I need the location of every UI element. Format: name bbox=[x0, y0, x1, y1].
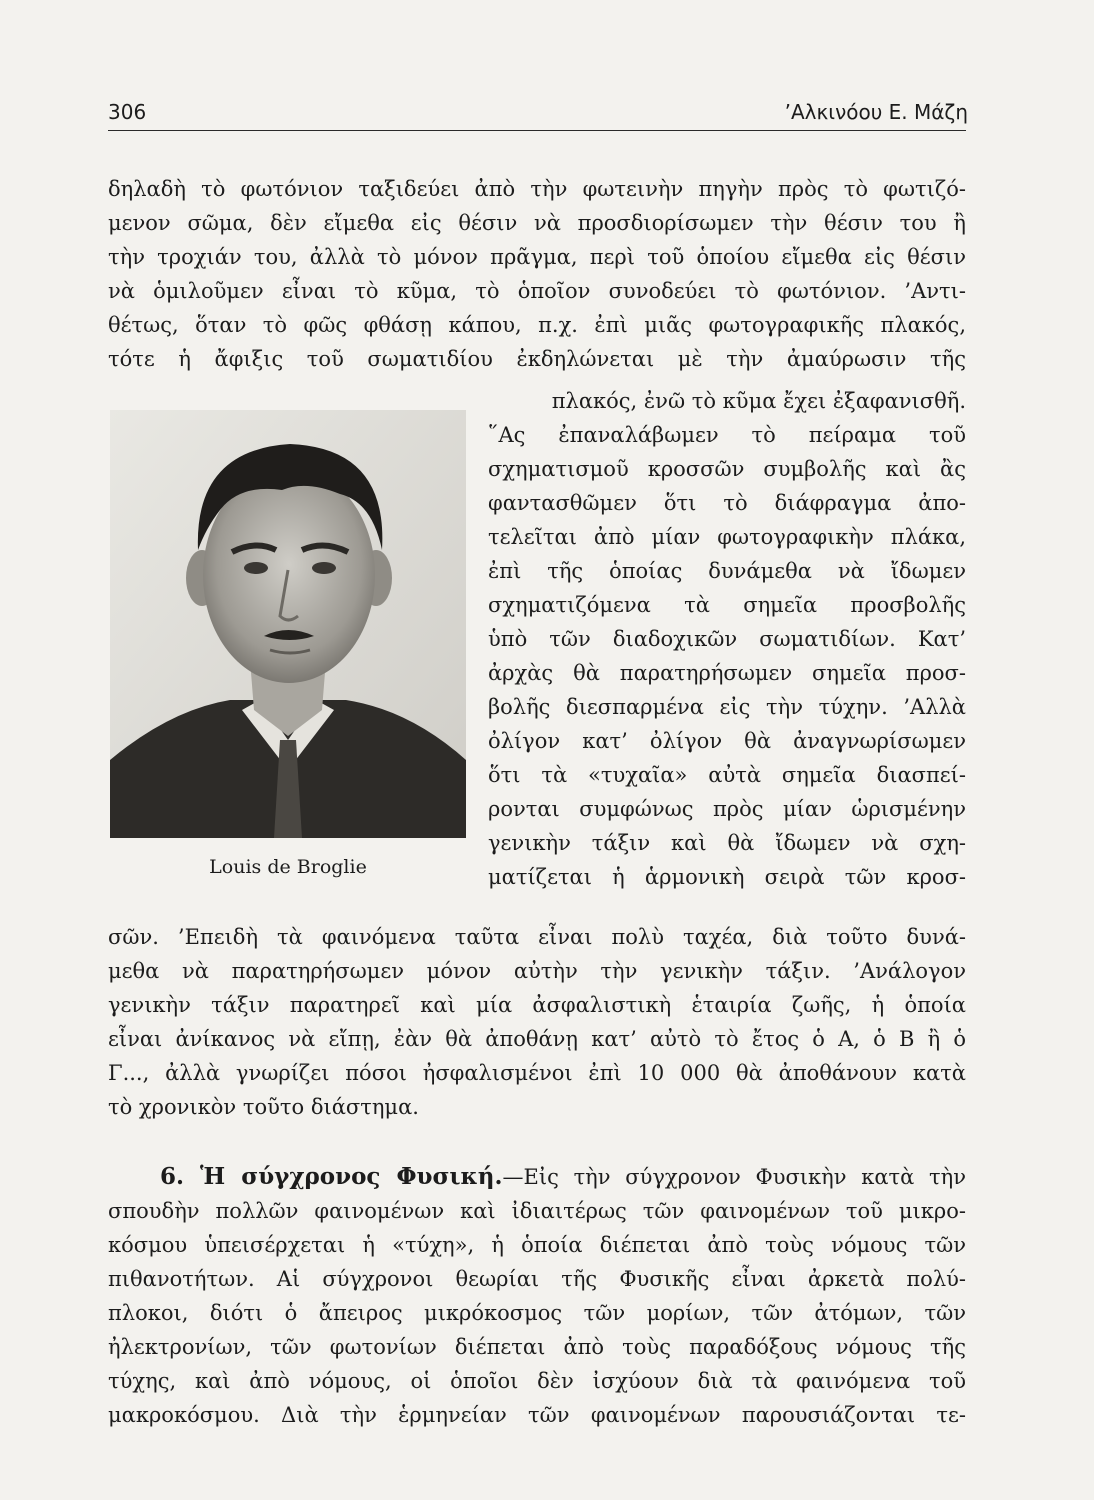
body-line: τὴν τροχιάν του, ἀλλὰ τὸ μόνον πρᾶγμα, περὶ τοῦ ὁποίου εἴμεθα εἰς θέσιν bbox=[108, 245, 966, 269]
section-heading: 6. Ἡ σύγχρονος Φυσική. bbox=[160, 1163, 503, 1190]
body-line: δηλαδὴ τὸ φωτόνιον ταξιδεύει ἀπὸ τὴν φωτεινὴν πηγὴν πρὸς τὸ φωτιζό- bbox=[108, 177, 966, 201]
body-line: μεθα νὰ παρατηρήσωμεν μόνον αὐτὴν τὴν γενικὴν τάξιν. ’Ανάλογον bbox=[108, 959, 966, 983]
body-line: πλοκοι, διότι ὁ ἄπειρος μικρόκοσμος τῶν μορίων, τῶν ἀτόμων, τῶν bbox=[108, 1301, 966, 1325]
page-number: 306 bbox=[108, 100, 147, 124]
body-line: πλακός, ἐνῶ τὸ κῦμα ἔχει ἐξαφανισθῆ. bbox=[551, 389, 966, 413]
body-line: ἠλεκτρονίων, τῶν φωτονίων διέπεται ἀπὸ τοὺς παραδόξους νόμους τῆς bbox=[108, 1335, 966, 1359]
portrait-caption: Louis de Broglie bbox=[209, 856, 367, 878]
body-line: ματίζεται ἡ ἁρμονικὴ σειρὰ τῶν κροσ- bbox=[488, 865, 966, 889]
body-line: τότε ἡ ἄφιξις τοῦ σωματιδίου ἐκδηλώνεται μὲ τὴν ἀμαύρωσιν τῆς bbox=[108, 347, 966, 371]
body-line: Γ..., ἀλλὰ γνωρίζει πόσοι ἠσφαλισμένοι ἐπὶ 10 000 θὰ ἀποθάνουν κατὰ bbox=[108, 1061, 966, 1085]
body-line: σῶν. ’Επειδὴ τὰ φαινόμενα ταῦτα εἶναι πολὺ ταχέα, διὰ τοῦτο δυνά- bbox=[108, 925, 966, 949]
portrait-illustration bbox=[110, 410, 466, 838]
body-line: τὸ χρονικὸν τοῦτο διάστημα. bbox=[108, 1095, 419, 1119]
body-line: γενικὴν τάξιν καὶ θὰ ἴδωμεν νὰ σχη- bbox=[488, 831, 966, 855]
section-heading-tail: —Εἰς τὴν σύγχρονον Φυσικὴν κατὰ τὴν bbox=[502, 1165, 966, 1189]
body-line: ὅτι τὰ «τυχαῖα» αὐτὰ σημεῖα διασπεί- bbox=[488, 763, 966, 787]
body-line: μενον σῶμα, δὲν εἴμεθα εἰς θέσιν νὰ προσδιορίσωμεν τὴν θέσιν του ἢ bbox=[108, 211, 966, 235]
body-line: σπουδὴν πολλῶν φαινομένων καὶ ἰδιαιτέρως τῶν φαινομένων τοῦ μικρο- bbox=[108, 1199, 966, 1223]
portrait-photo bbox=[110, 410, 466, 838]
body-line: ὑπὸ τῶν διαδοχικῶν σωματιδίων. Κατ’ bbox=[488, 627, 966, 651]
body-line: ρονται συμφώνως πρὸς μίαν ὡρισμένην bbox=[488, 797, 966, 821]
body-line: ἀρχὰς θὰ παρατηρήσωμεν σημεῖα προσ- bbox=[488, 661, 966, 685]
page-header bbox=[108, 96, 968, 132]
body-line: τελεῖται ἀπὸ μίαν φωτογραφικὴν πλάκα, bbox=[488, 525, 966, 549]
section-heading-line bbox=[160, 1160, 966, 1194]
body-line: μακροκόσμου. Διὰ τὴν ἑρμηνείαν τῶν φαινομένων παρουσιάζονται τε- bbox=[108, 1403, 966, 1427]
body-line: σχηματιζόμενα τὰ σημεῖα προσβολῆς bbox=[488, 593, 966, 617]
body-line: τύχης, καὶ ἀπὸ νόμους, οἱ ὁποῖοι δὲν ἰσχύουν διὰ τὰ φαινόμενα τοῦ bbox=[108, 1369, 966, 1393]
body-line: γενικὴν τάξιν παρατηρεῖ καὶ μία ἀσφαλιστικὴ ἑταιρία ζωῆς, ἡ ὁποία bbox=[108, 993, 966, 1017]
body-line: κόσμου ὑπεισέρχεται ἡ «τύχη», ἡ ὁποία διέπεται ἀπὸ τοὺς νόμους τῶν bbox=[108, 1233, 966, 1257]
running-head: ’Αλκινόου Ε. Μάζη bbox=[784, 100, 968, 124]
body-line: ῞Ας ἐπαναλάβωμεν τὸ πείραμα τοῦ bbox=[488, 423, 966, 447]
body-line: θέτως, ὅταν τὸ φῶς φθάσῃ κάπου, π.χ. ἐπὶ μιᾶς φωτογραφικῆς πλακός, bbox=[108, 313, 966, 337]
body-line: ὀλίγον κατ’ ὀλίγον θὰ ἀναγνωρίσωμεν bbox=[488, 729, 966, 753]
body-line: ἐπὶ τῆς ὁποίας δυνάμεθα νὰ ἴδωμεν bbox=[488, 559, 966, 583]
header-rule bbox=[108, 130, 966, 131]
body-line: βολῆς διεσπαρμένα εἰς τὴν τύχην. ’Αλλὰ bbox=[488, 695, 966, 719]
body-line: εἶναι ἀνίκανος νὰ εἴπῃ, ἐὰν θὰ ἀποθάνῃ κατ’ αὐτὸ τὸ ἔτος ὁ Α, ὁ Β ἢ ὁ bbox=[108, 1027, 966, 1051]
body-line: σχηματισμοῦ κροσσῶν συμβολῆς καὶ ἂς bbox=[488, 457, 966, 481]
body-line: φαντασθῶμεν ὅτι τὸ διάφραγμα ἀπο- bbox=[488, 491, 966, 515]
body-line: νὰ ὁμιλοῦμεν εἶναι τὸ κῦμα, τὸ ὁποῖον συνοδεύει τὸ φωτόνιον. ’Αντι- bbox=[108, 279, 966, 303]
body-line: πιθανοτήτων. Αἱ σύγχρονοι θεωρίαι τῆς Φυσικῆς εἶναι ἀρκετὰ πολύ- bbox=[108, 1267, 966, 1291]
